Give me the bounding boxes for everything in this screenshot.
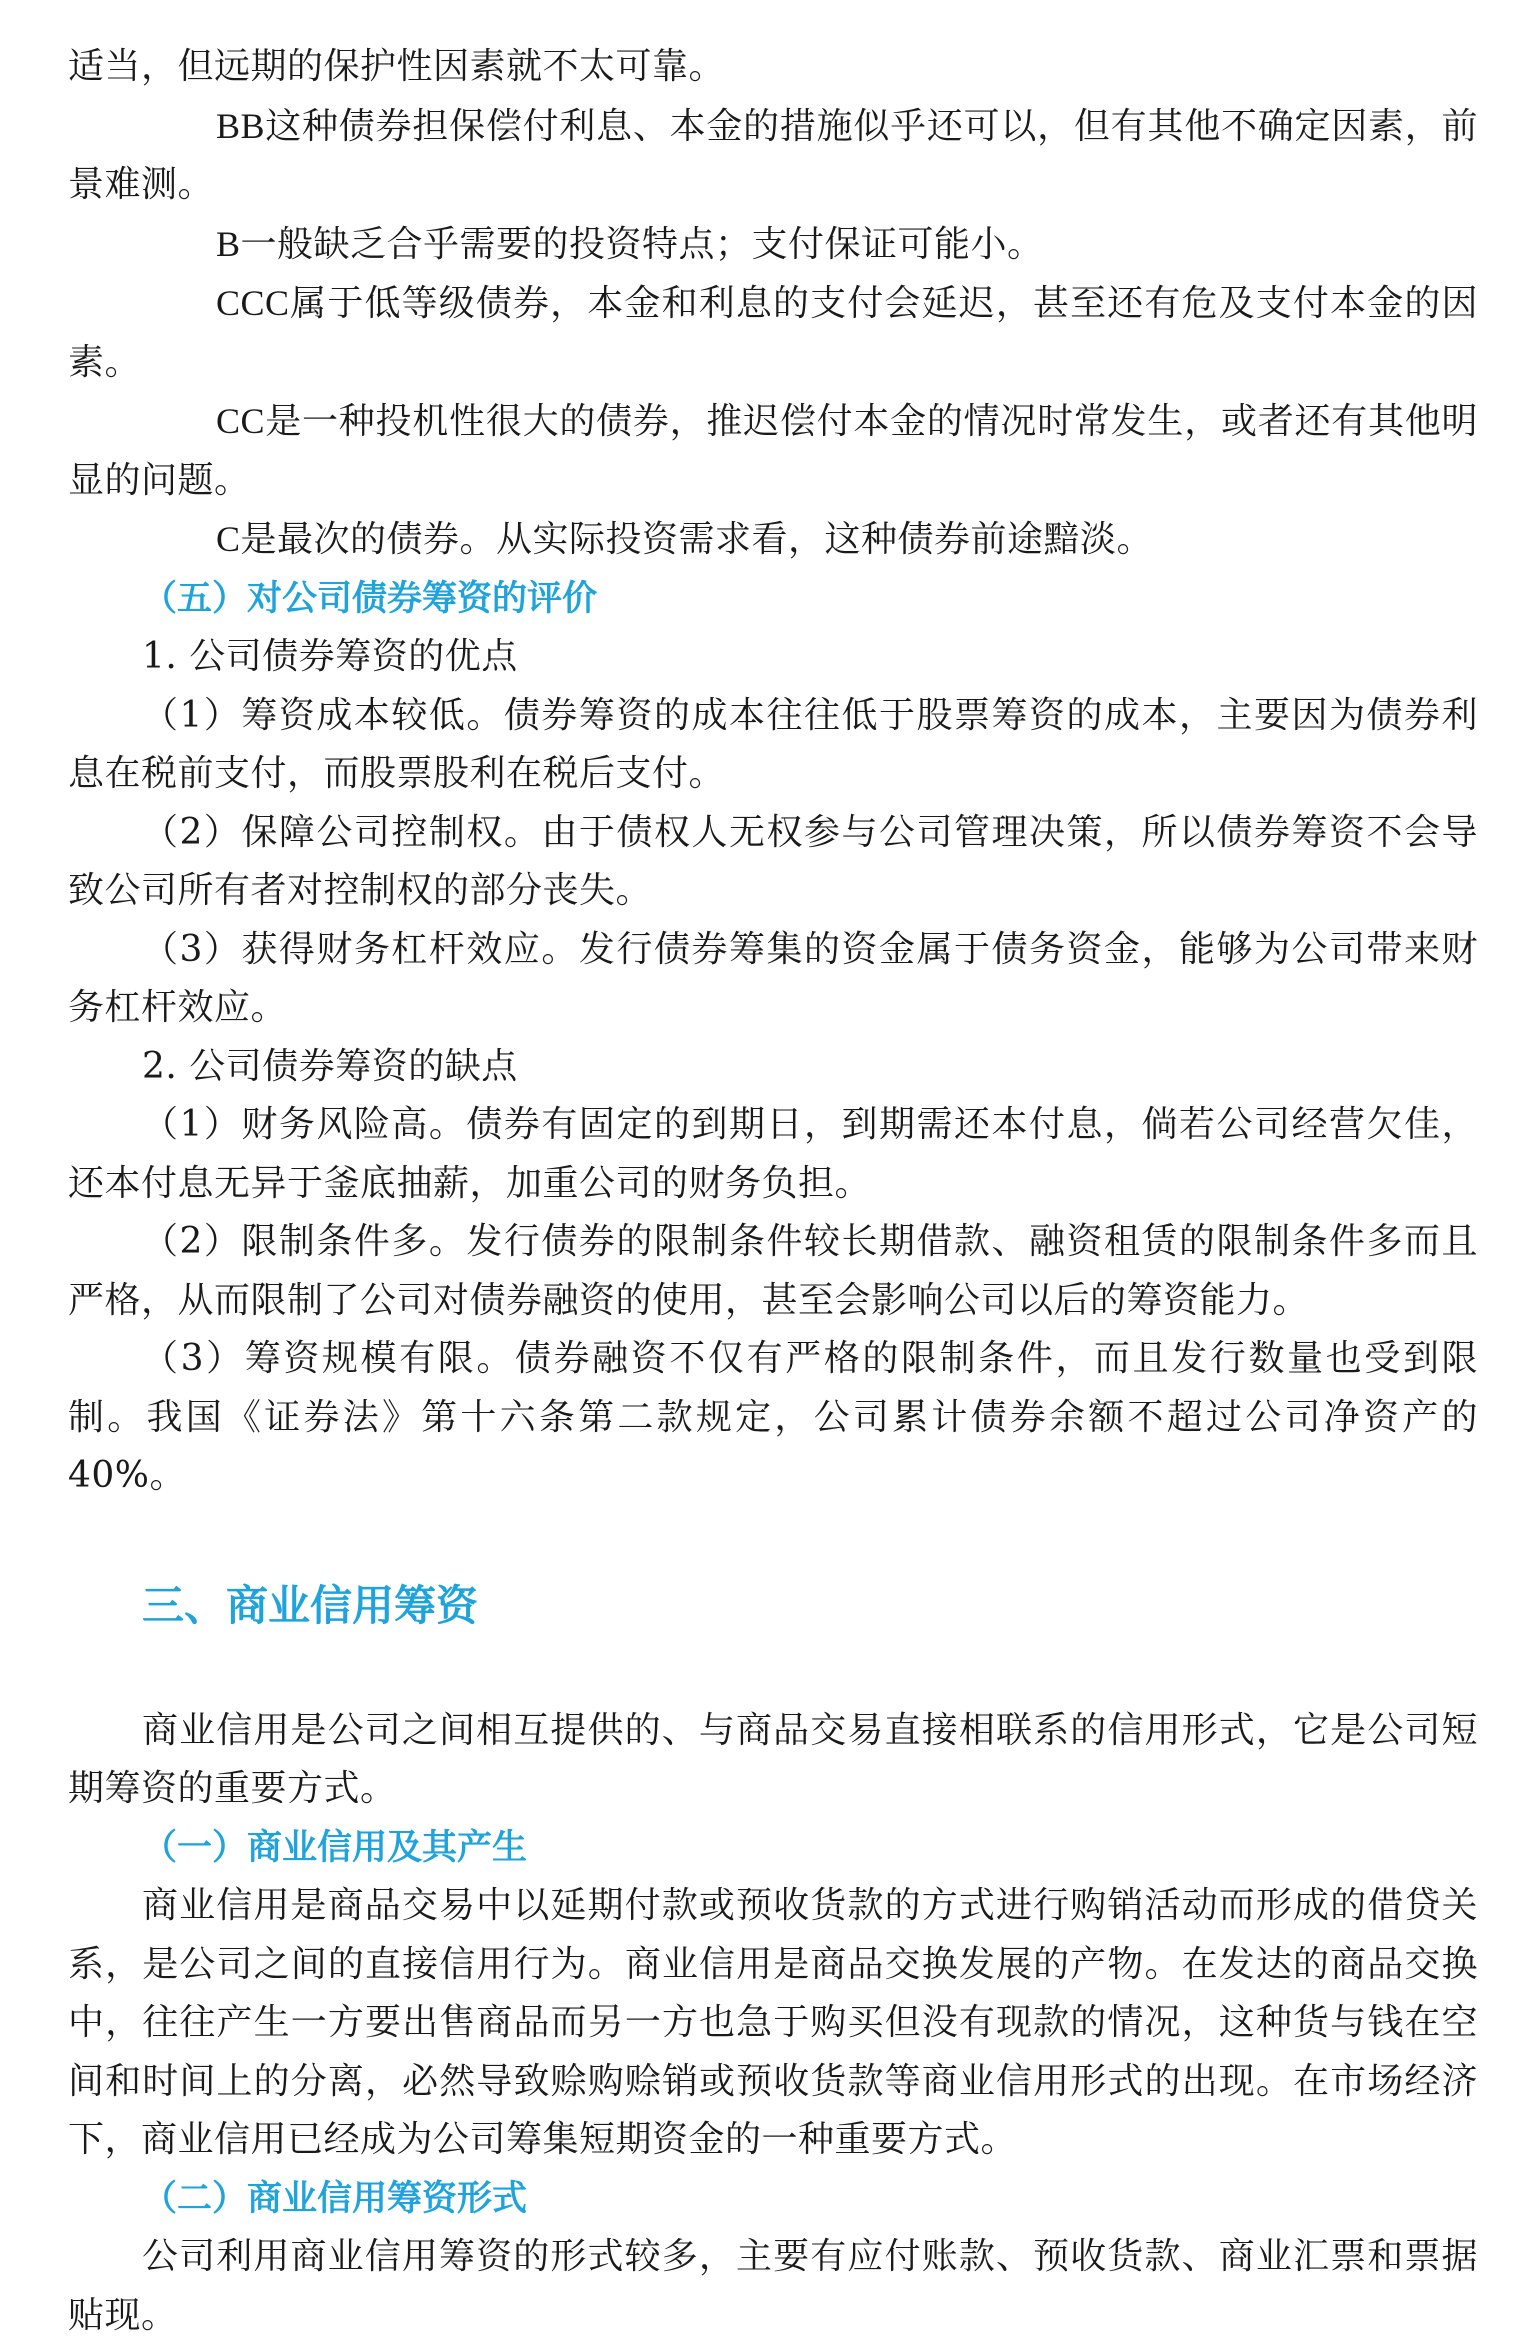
rating-text: 是一种投机性很大的债券，推迟偿付本金的情况时常发生，或者还有其他明显的问题。 [68, 401, 1478, 501]
disadvantage-item: （2）限制条件多。发行债券的限制条件较长期借款、融资租赁的限制条件多而且严格，从而限制了公司对债券融资的使用，甚至会影响公司以后的筹资能力。 [68, 1221, 1478, 1321]
rating-bb [68, 97, 1478, 215]
advantages-title: 1. 公司债券筹资的优点 [142, 636, 518, 677]
advantage-item: （1）筹资成本较低。债券筹资的成本往往低于股票筹资的成本，主要因为债券利息在税前支付，而股票股利在税后支付。 [68, 694, 1478, 794]
section-heading: 三、商业信用筹资 [142, 1580, 479, 1630]
rating-code: C [216, 519, 241, 559]
continuation-paragraph: 适当，但远期的保护性因素就不太可靠。 [68, 46, 726, 87]
rating-c [68, 510, 1478, 570]
disadvantage-item: （1）财务风险高。债券有固定的到期日，到期需还本付息，倘若公司经营欠佳，还本付息无异于釜底抽薪，加重公司的财务负担。 [68, 1104, 1478, 1204]
subsection-paragraph: 公司利用商业信用筹资的形式较多，主要有应付账款、预收货款、商业汇票和票据贴现。 [68, 2236, 1478, 2336]
rating-text: 一般缺乏合乎需要的投资特点；支付保证可能小。 [240, 223, 1044, 265]
subsection-heading: （二）商业信用筹资形式 [142, 2178, 528, 2219]
disadvantage-item: （3）筹资规模有限。债券融资不仅有严格的限制条件，而且发行数量也受到限制。我国《证券法》第十六条第二款规定，公司累计债券余额不超过公司净资产的 40%。 [68, 1338, 1478, 1496]
rating-code: CCC [216, 283, 290, 323]
rating-ccc [68, 274, 1478, 392]
rating-code: B [216, 223, 241, 264]
rating-b [68, 215, 1478, 275]
rating-code: CC [216, 401, 266, 441]
subsection-heading: （一）商业信用及其产生 [142, 1827, 528, 1868]
rating-text: 这种债券担保偿付利息、本金的措施似乎还可以，但有其他不确定因素，前景难测。 [68, 105, 1478, 205]
rating-code: BB [216, 105, 266, 146]
document-page [68, 38, 1478, 2345]
rating-text: 是最次的债券。从实际投资需求看，这种债券前途黯淡。 [240, 519, 1154, 560]
advantage-item: （3）获得财务杠杆效应。发行债券筹集的资金属于债务资金，能够为公司带来财务杠杆效应。 [68, 928, 1478, 1028]
rating-cc [68, 392, 1478, 510]
evaluation-heading: （五）对公司债券筹资的评价 [142, 578, 598, 619]
disadvantages-title: 2. 公司债券筹资的缺点 [142, 1045, 518, 1087]
subsection-paragraph: 商业信用是商品交易中以延期付款或预收货款的方式进行购销活动而形成的借贷关系，是公司之间的直接信用行为。商业信用是商品交换发展的产物。在发达的商品交换中，往往产生一方要出售商品而另一方也急于购买但没有现款的情况，这种货与钱在空间和时间上的分离，必然导致赊购赊销或预收货款等商业信用形式的出现。在市场经济下，商业信用已经成为公司筹集短期资金的一种重要方式。 [68, 1885, 1478, 2160]
advantage-item: （2）保障公司控制权。由于债权人无权参与公司管理决策，所以债券筹资不会导致公司所有者对控制权的部分丧失。 [68, 811, 1478, 911]
rating-text: 属于低等级债券，本金和利息的支付会延迟，甚至还有危及支付本金的因素。 [68, 283, 1478, 383]
section-intro: 商业信用是公司之间相互提供的、与商品交易直接相联系的信用形式，它是公司短期筹资的重要方式。 [68, 1709, 1478, 1809]
